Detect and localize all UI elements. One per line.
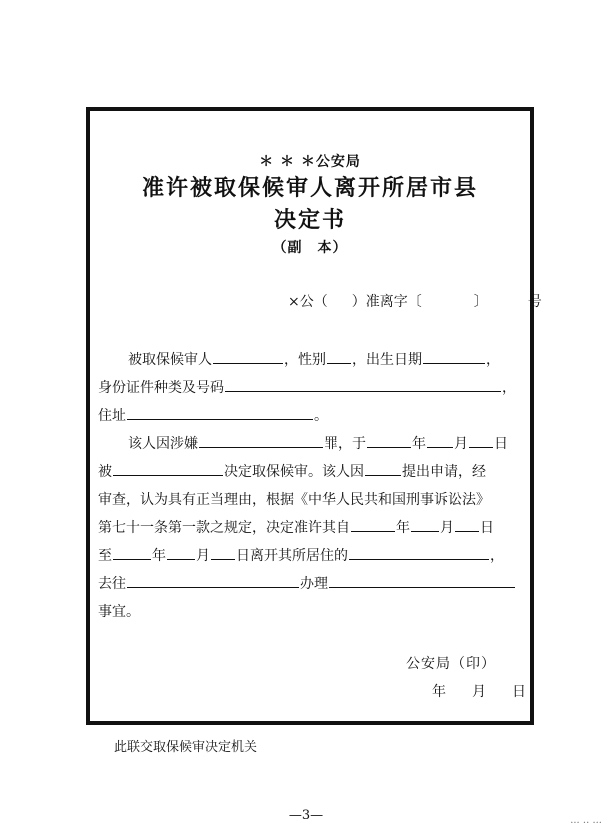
year-field[interactable]: [367, 433, 411, 448]
doc-number-blank-1[interactable]: [329, 292, 351, 306]
label-suspected-of: 该人因涉嫌: [128, 436, 198, 452]
end-year-field[interactable]: [113, 545, 151, 560]
label-leave-residence: 日离开其所居住的: [236, 548, 348, 564]
id-number-field[interactable]: [225, 377, 501, 392]
matter-field[interactable]: [329, 573, 515, 588]
reason-field[interactable]: [365, 461, 401, 476]
label-article: 第七十一条第一款之规定，决定准许其自: [98, 520, 350, 536]
label-applied: 提出申请，经: [402, 464, 486, 480]
punctuation: ，: [490, 548, 504, 564]
body-line-1: [128, 349, 500, 369]
punctuation: 。: [314, 408, 328, 424]
punctuation: ，: [502, 380, 516, 396]
label-month: 月: [440, 520, 454, 536]
seal-line: 公安局（印）: [406, 656, 496, 672]
label-suspect-name: 被取保候审人: [128, 352, 212, 368]
body-line-7: [98, 517, 494, 537]
punctuation: ，: [486, 352, 500, 368]
day-field[interactable]: [469, 433, 493, 448]
label-decided-bail: 决定取保候审。该人因: [224, 464, 364, 480]
doc-number-suffix: 号: [527, 294, 542, 310]
address-field[interactable]: [127, 405, 313, 420]
form-title: 准许被取保候审人离开所居市县: [141, 175, 478, 201]
month-field[interactable]: [427, 433, 453, 448]
page-number: —3—: [288, 808, 324, 823]
corner-watermark: ··· ·· ···: [570, 818, 602, 829]
body-line-3: [98, 405, 328, 425]
label-gender: ，性别: [284, 352, 326, 368]
body-line-5: [98, 461, 486, 481]
form-subtitle: 决定书: [273, 207, 346, 233]
label-month: 月: [472, 684, 486, 700]
copy-label: （副 本）: [272, 240, 348, 256]
label-until: 至: [98, 548, 112, 564]
label-year: 年: [152, 548, 166, 564]
body-line-10: 事宜。: [98, 604, 140, 620]
destination-field[interactable]: [127, 573, 299, 588]
label-by: 被: [98, 464, 112, 480]
signature-date: [406, 681, 526, 701]
body-line-4: [128, 433, 508, 453]
label-crime-on: 罪，于: [324, 436, 366, 452]
doc-number-bracket: 〕: [473, 294, 488, 310]
end-month-field[interactable]: [167, 545, 195, 560]
doc-number-prefix: ×公（: [288, 294, 328, 310]
label-id-type-number: 身份证件种类及号码: [98, 380, 224, 396]
crime-field[interactable]: [199, 433, 323, 448]
document-number: [288, 291, 542, 311]
label-birth-date: ，出生日期: [352, 352, 422, 368]
start-year-field[interactable]: [351, 517, 395, 532]
body-line-8: [98, 545, 504, 565]
label-address: 住址: [98, 408, 126, 424]
label-day: 日: [512, 684, 526, 700]
label-go-to: 去往: [98, 576, 126, 592]
footer-note: 此联交取保候审决定机关: [114, 740, 258, 755]
form-frame: [86, 107, 542, 725]
label-year: 年: [432, 684, 446, 700]
label-month: 月: [454, 436, 468, 452]
decision-authority-field[interactable]: [113, 461, 223, 476]
label-year: 年: [396, 520, 410, 536]
body-line-9: [98, 573, 516, 593]
suspect-name-field[interactable]: [213, 349, 283, 364]
label-day: 日: [494, 436, 508, 452]
label-handle: 办理: [300, 576, 328, 592]
issuing-agency: ＊ ＊ ＊公安局: [259, 154, 361, 170]
gender-field[interactable]: [327, 349, 351, 364]
start-day-field[interactable]: [455, 517, 479, 532]
body-line-2: [98, 377, 516, 397]
body-line-6: 审查，认为具有正当理由，根据《中华人民共和国刑事诉讼法》: [98, 492, 490, 508]
birth-date-field[interactable]: [423, 349, 485, 364]
label-day: 日: [480, 520, 494, 536]
doc-number-blank-2[interactable]: [423, 292, 473, 306]
label-month: 月: [196, 548, 210, 564]
label-year: 年: [412, 436, 426, 452]
residence-field[interactable]: [349, 545, 489, 560]
start-month-field[interactable]: [411, 517, 439, 532]
doc-number-mid: ）准离字〔: [351, 294, 422, 310]
end-day-field[interactable]: [211, 545, 235, 560]
